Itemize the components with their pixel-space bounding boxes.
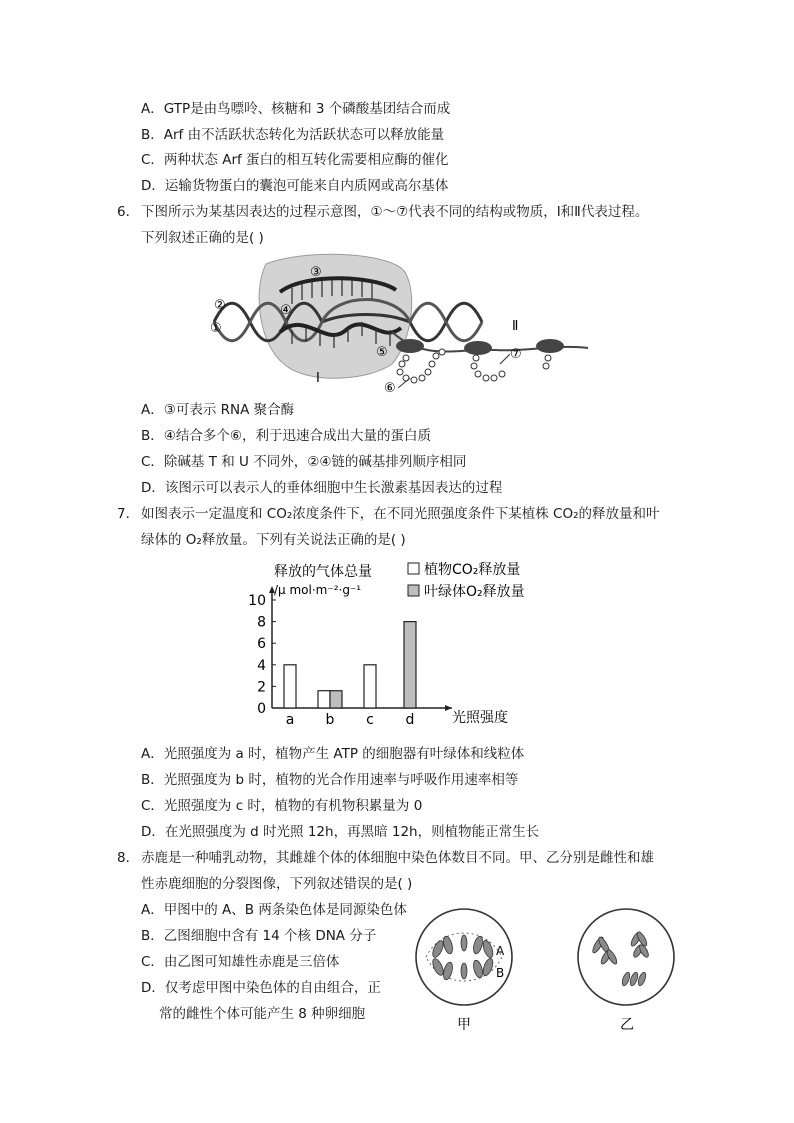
q5-option-c: C．两种状态 Arf 蛋白的相互转化需要相应酶的催化 — [141, 152, 449, 168]
x-tick-label: d — [405, 712, 415, 728]
y-tick-label: 2 — [257, 679, 266, 696]
chromosome-label-b: B — [496, 966, 505, 980]
y-tick-label: 6 — [257, 636, 266, 653]
bar — [284, 665, 296, 708]
q6-stem-line2: 下列叙述正确的是( ) — [141, 230, 264, 246]
q5-option-b: B．Arf 由不活跃状态转化为活跃状态可以释放能量 — [141, 127, 445, 143]
cell-division-figure — [412, 905, 682, 1035]
bar — [364, 665, 376, 708]
q7-option-a: A．光照强度为 a 时，植物产生 ATP 的细胞器有叶绿体和线粒体 — [141, 746, 525, 762]
ribosome — [464, 341, 492, 355]
legend-swatch — [408, 563, 419, 574]
q6-option-c: C．除碱基 T 和 U 不同外，②④链的碱基排列顺序相同 — [141, 454, 467, 470]
y-tick-label: 8 — [257, 614, 266, 631]
legend-label: 植物CO₂释放量 — [424, 562, 521, 578]
label-6: ⑥ — [384, 381, 396, 396]
q7-option-c: C．光照强度为 c 时，植物的有机物积累量为 0 — [141, 798, 423, 814]
y-tick-label: 4 — [257, 657, 266, 674]
legend-swatch — [408, 585, 419, 596]
q8-stem-line2: 性赤鹿细胞的分裂图像，下列叙述错误的是( ) — [141, 876, 413, 892]
gas-release-bar-chart — [244, 560, 564, 738]
chromosome-label-a: A — [496, 944, 505, 958]
cell-yi — [578, 909, 674, 1005]
label-7: ⑦ — [510, 347, 522, 362]
q6-option-b: B．④结合多个⑥，利于迅速合成出大量的蛋白质 — [141, 428, 431, 444]
bar — [318, 691, 330, 708]
q8-option-b: B．乙图细胞中含有 14 个核 DNA 分子 — [141, 928, 377, 944]
q7-option-b: B．光照强度为 b 时，植物的光合作用速率与呼吸作用速率相等 — [141, 772, 519, 788]
q6-option-d: D．该图示可以表示人的垂体细胞中生长激素基因表达的过程 — [141, 480, 503, 496]
ribosome — [396, 339, 424, 353]
gene-expression-figure — [196, 252, 596, 398]
x-tick-label: c — [366, 712, 374, 728]
label-process-1: Ⅰ — [316, 371, 320, 386]
q7-number: 7． — [117, 506, 140, 522]
label-2: ② — [214, 298, 226, 313]
bar — [404, 622, 416, 708]
chart-ylabel-line2: /μ mol·m⁻²·g⁻¹ — [274, 583, 362, 597]
bar — [330, 691, 342, 708]
q8-option-a: A．甲图中的 A、B 两条染色体是同源染色体 — [141, 902, 407, 918]
x-tick-label: b — [325, 712, 335, 728]
q5-option-a: A．GTP是由鸟嘌呤、核糖和 3 个磷酸基团结合而成 — [141, 101, 451, 117]
q6-stem-line1: 下图所示为某基因表达的过程示意图，①～⑦代表不同的结构或物质，Ⅰ和Ⅱ代表过程。 — [141, 204, 649, 220]
y-tick-label: 10 — [248, 593, 266, 609]
q6-number: 6． — [117, 204, 140, 220]
q7-option-d: D．在光照强度为 d 时光照 12h，再黑暗 12h，则植物能正常生长 — [141, 824, 540, 840]
label-5: ⑤ — [376, 345, 388, 360]
q5-option-d: D．运输货物蛋白的囊泡可能来自内质网或高尔基体 — [141, 178, 449, 194]
label-1: ① — [210, 321, 222, 336]
q8-stem-line1: 赤鹿是一种哺乳动物，其雌雄个体的体细胞中染色体数目不同。甲、乙分别是雌性和雄 — [141, 850, 654, 866]
chart-xlabel: 光照强度 — [452, 710, 508, 726]
q8-option-c: C．由乙图可知雄性赤鹿是三倍体 — [141, 954, 340, 970]
q7-stem-line2: 绿体的 O₂释放量。下列有关说法正确的是( ) — [141, 532, 406, 548]
legend-label: 叶绿体O₂释放量 — [424, 584, 525, 600]
y-tick-label: 0 — [257, 701, 266, 717]
chart-ylabel-line1: 释放的气体总量 — [274, 564, 372, 580]
cell-label-jia: 甲 — [457, 1017, 471, 1033]
q8-option-d-cont: 常的雌性个体可能产生 8 种卵细胞 — [159, 1006, 366, 1022]
label-process-2: Ⅱ — [512, 319, 519, 334]
chart-legend — [408, 561, 525, 600]
label-3: ③ — [310, 265, 322, 280]
x-tick-label: a — [285, 712, 295, 728]
q7-stem-line1: 如图表示一定温度和 CO₂浓度条件下，在不同光照强度条件下某植株 CO₂的释放量和叶 — [141, 506, 660, 522]
cell-label-yi: 乙 — [620, 1017, 634, 1033]
q8-option-d: D．仅考虑甲图中染色体的自由组合，正 — [141, 980, 381, 996]
ribosome — [536, 339, 564, 353]
label-4: ④ — [280, 303, 292, 318]
x-axis-arrow — [445, 705, 452, 711]
q6-option-a: A．③可表示 RNA 聚合酶 — [141, 402, 295, 418]
q8-number: 8． — [117, 850, 140, 866]
